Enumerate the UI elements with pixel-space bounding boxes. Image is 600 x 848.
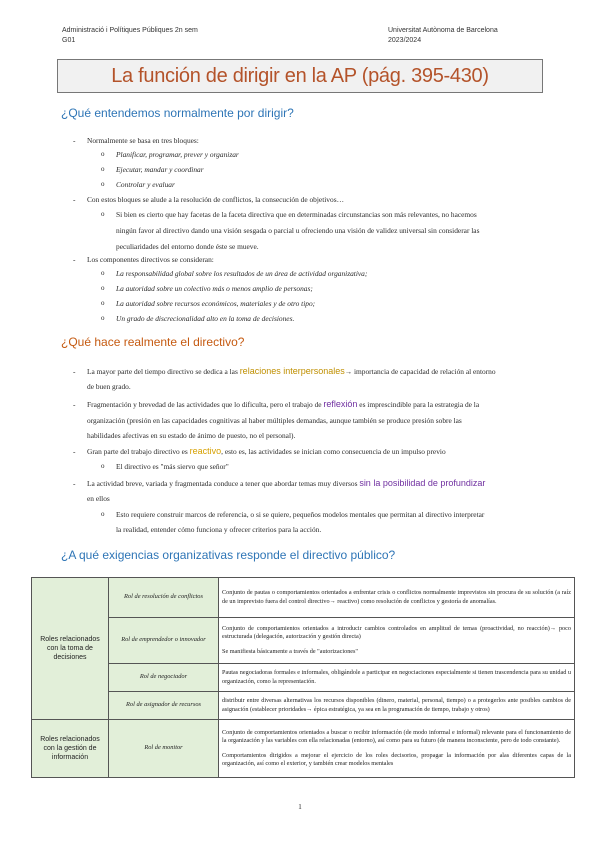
s2-bullet3 [87,445,542,458]
desc-cell: Pautas negociadoras formales e informales, obligándole a participar en negociaciones especialmente si tienen trascendencia para su unidad u organización, como la representación. [219,664,575,692]
dash-bullet: - [73,479,76,488]
desc-cell [219,720,575,778]
desc-cell [219,618,575,664]
s1-bullet1: Normalmente se basa en tres bloques: [87,136,199,145]
s1-bullet3: Los componentes directivos se consideran: [87,255,214,264]
table-row [32,664,575,692]
role-cell: Rol de asignador de recursos [109,692,219,720]
header-course: Administració i Polítiques Públiques 2n sem [62,27,198,34]
circle-bullet-icon: o [101,462,105,470]
section2-heading: ¿Qué hace realmente el directivo? [61,335,245,349]
role-cell: Rol de monitor [109,720,219,778]
circle-bullet-icon: o [101,180,105,188]
s1-bullet2: Con estos bloques se alude a la resolución de conflictos, la consecución de objetivos… [87,195,344,204]
group-informacion: Roles relacionados con la gestión de información [32,720,109,778]
dash-bullet: - [73,255,76,264]
table-row [32,578,575,618]
circle-bullet-icon: o [101,150,105,158]
s1-sub2-line: peculiaridades del entorno donde éste se mueve. [116,242,259,251]
circle-bullet-icon: o [101,510,105,518]
desc-text: Conjunto de comportamientos orientados a buscar o recibir información (de modo informal e informal) relevante para el funcionamiento de la organización y las variables con ella relacionadas (entorno), así como para su futuro (de manera inconsciente, pero de todo constante). [222,729,571,745]
s2-b4-sub-line1: Esto requiere construir marcos de referencia, o si se quiere, pequeños modelos mentales que permitan al directivo interpretar [116,510,485,519]
dash-bullet: - [73,400,76,409]
group-decisiones: Roles relacionados con la toma de decisiones [32,578,109,720]
circle-bullet-icon: o [101,269,105,277]
highlight-reflexion: reflexión [323,399,358,409]
circle-bullet-icon: o [101,314,105,322]
s1-sub2-line: Si bien es cierto que hay facetas de la faceta directiva que en determinadas circunstancias son más relevantes, no hacemos [116,210,477,219]
s2-b1-pre: La mayor parte del tiempo directivo se dedica a las [87,367,240,376]
highlight-relaciones: relaciones interpersonales [239,366,345,376]
header-right [388,26,498,46]
s1-sub2-line: ningún favor al directivo dando una visión sesgada o parcial u ofreciendo una visión de validez universal sin considerar las [116,226,480,235]
s1-sub1-item: Ejecutar, mandar y coordinar [116,165,204,174]
dash-bullet: - [73,195,76,204]
table-row [32,720,575,778]
s2-b2-post: es imprescindible para la estrategia de la [357,400,480,409]
s1-sub1-item: Controlar y evaluar [116,180,175,189]
desc-text: Conjunto de comportamientos orientados a introducir cambios controlados en amplitud de temas (proactividad, no reacción)→ poco estructurada (delegación, autorización y gestión directa) [222,625,571,641]
circle-bullet-icon: o [101,210,105,218]
s2-b2-line3: habilidades afectivas en su estado de ánimo de puesto, no el personal). [87,431,296,440]
section3-heading: ¿A qué exigencias organizativas responde el directivo público? [61,548,396,562]
s1-sub3-item: La responsabilidad global sobre los resultados de un área de actividad organizativa; [116,269,368,278]
s2-b1-line2: de buen grado. [87,382,131,391]
circle-bullet-icon: o [101,299,105,307]
s2-b4-pre: La actividad breve, variada y fragmentada conduce a tener que abordar temas muy diversos [87,479,360,488]
role-cell: Rol de negociador [109,664,219,692]
dash-bullet: - [73,367,76,376]
s2-b3-sub: El directivo es "más siervo que señor" [116,462,229,471]
section1-heading: ¿Qué entendemos normalmente por dirigir? [61,106,294,120]
dash-bullet: - [73,136,76,145]
s2-b4-line2: en ellos [87,494,110,503]
s1-sub3-item: La autoridad sobre recursos económicos, materiales y de otro tipo; [116,299,316,308]
s2-bullet4 [87,477,542,490]
page-title: La función de dirigir en la AP (pág. 395-430) [111,64,489,87]
circle-bullet-icon: o [101,284,105,292]
s2-bullet2 [87,398,542,411]
s2-b1-post: → importancia de capacidad de relación al entorno [344,367,496,376]
title-box [57,59,543,93]
s2-b3-post: , esto es, las actividades se inician como consecuencia de un impulso previo [221,447,446,456]
desc-text: Se manifiesta básicamente a través de "autorizaciones" [222,647,358,655]
highlight-profundizar: sin la posibilidad de profundizar [359,478,486,488]
desc-cell: distribuir entre diversas alternativas los recursos disponibles (dinero, material, personal, tiempo) o a protegerlos ante posibles cambios de asignación (establecer prioridades→ épica estratégica, ya sea en la programación de tiempo, trabajo y otros) [219,692,575,720]
s2-b2-line2: organización (presión en las capacidades cognitivas al haber múltiples demandas, aunque también se produce presión sobre las [87,416,462,425]
header-left [62,26,198,46]
s2-b4-sub-line2: la realidad, entender cómo funciona y ofrecer criterios para la acción. [116,525,322,534]
s1-sub1-item: Planificar, programar, prever y organizar [116,150,239,159]
table-row [32,618,575,664]
header-university: Universitat Autònoma de Barcelona [388,27,498,34]
highlight-reactivo: reactivo [189,446,222,456]
s2-b2-pre: Fragmentación y brevedad de las actividades que lo dificulta, pero el trabajo de [87,400,324,409]
header-year: 2023/2024 [388,37,422,44]
header-group: G01 [62,37,76,44]
desc-cell: Conjunto de pautas o comportamientos orientados a enfrentar crisis o conflictos normalmente imprevistos sin procura de su solución (a raíz de un imprevisto fuera del control directivo→ reactivo) como resolución de conflictos y gestoría de anomalías. [219,578,575,618]
roles-table [31,577,575,778]
role-cell: Rol de emprendedor o innovador [109,618,219,664]
page-number: 1 [298,803,302,811]
dash-bullet: - [73,447,76,456]
circle-bullet-icon: o [101,165,105,173]
s1-sub3-item: La autoridad sobre un colectivo más o menos amplio de personas; [116,284,313,293]
desc-text: Comportamientos dirigidos a mejorar el ejercicio de los roles decisorios, propagar la información por alas diferentes capas de la organización, así como el exterior, y también crear modelos mentales [222,751,571,767]
role-cell: Rol de resolución de conflictos [109,578,219,618]
s2-bullet1 [87,365,542,378]
s2-b3-pre: Gran parte del trabajo directivo es [87,447,190,456]
s1-sub3-item: Un grado de discrecionalidad alto en la toma de decisiones. [116,314,295,323]
table-row [32,692,575,720]
